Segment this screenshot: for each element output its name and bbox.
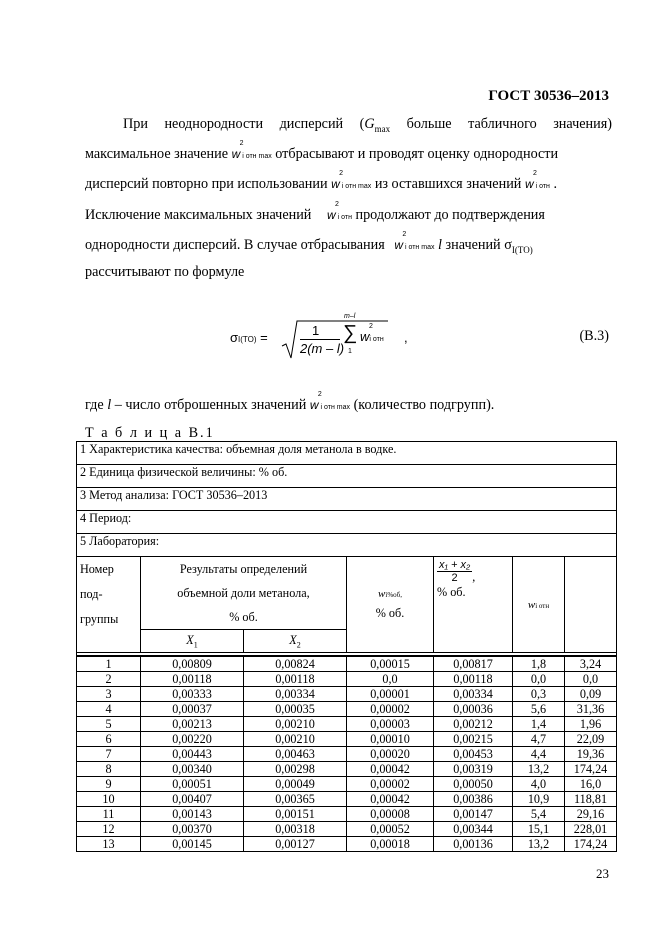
cell-w-rel-squared: 174,24 bbox=[565, 837, 617, 852]
text-fragment: отбрасывают и проводят оценку однородности bbox=[275, 146, 559, 162]
summation-term: w 2 i отн bbox=[360, 323, 384, 344]
cell-w-rel-squared: 19,36 bbox=[565, 747, 617, 762]
w-symbol: w 2 i отн max bbox=[394, 231, 435, 252]
cell-w-rel-squared: 0,09 bbox=[565, 687, 617, 702]
cell-w-rel-squared: 118,81 bbox=[565, 792, 617, 807]
text-fragment: значений σ bbox=[441, 237, 512, 253]
cell-subgroup: 1 bbox=[77, 656, 141, 672]
text-fragment: дисперсий повторно при использовании bbox=[85, 176, 332, 192]
text-line bbox=[85, 201, 612, 224]
table-row bbox=[77, 717, 617, 732]
cell-w-percent: 0,00002 bbox=[347, 702, 434, 717]
table-caption: Т а б л и ц а В.1 bbox=[85, 425, 215, 441]
cell-w-percent: 0,00008 bbox=[347, 807, 434, 822]
w-symbol: w 2 i отн max bbox=[231, 140, 272, 161]
cell-w-rel: 0,3 bbox=[513, 687, 565, 702]
cell-x1: 0,00220 bbox=[141, 732, 244, 747]
cell-x1: 0,00407 bbox=[141, 792, 244, 807]
cell-x2: 0,00298 bbox=[244, 762, 347, 777]
text-fragment: максимальное значение bbox=[85, 146, 232, 162]
cell-subgroup: 6 bbox=[77, 732, 141, 747]
cell-mean: 0,00212 bbox=[434, 717, 513, 732]
text-line bbox=[85, 170, 612, 193]
cell-w-rel-squared: 22,09 bbox=[565, 732, 617, 747]
cell-w-rel-squared: 228,01 bbox=[565, 822, 617, 837]
cell-mean: 0,00147 bbox=[434, 807, 513, 822]
cell-mean: 0,00386 bbox=[434, 792, 513, 807]
cell-x2: 0,00210 bbox=[244, 732, 347, 747]
cell-w-rel: 4,4 bbox=[513, 747, 565, 762]
table-row bbox=[77, 792, 617, 807]
symbol-g-subscript: max bbox=[374, 123, 391, 134]
page-number: 23 bbox=[596, 866, 609, 881]
header-w-rel: wi отн bbox=[513, 557, 565, 653]
cell-x2: 0,00127 bbox=[244, 837, 347, 852]
cell-w-percent: 0,00001 bbox=[347, 687, 434, 702]
text-fragment: При неоднородности дисперсий ( bbox=[123, 116, 365, 132]
header-mean: $\frac{\text{x₁ + x₂}}{2}$ , % об. bbox=[434, 557, 513, 653]
cell-mean: 0,00334 bbox=[434, 687, 513, 702]
fraction-bar bbox=[300, 339, 340, 340]
sum-lower-limit: 1 bbox=[348, 348, 352, 355]
fraction-numerator: 1 bbox=[312, 323, 320, 338]
cell-x2: 0,00824 bbox=[244, 656, 347, 672]
formula-b3 bbox=[230, 313, 410, 362]
cell-subgroup: 2 bbox=[77, 672, 141, 687]
formula-comma: , bbox=[404, 330, 408, 345]
cell-w-rel: 13,2 bbox=[513, 837, 565, 852]
cell-w-percent: 0,00042 bbox=[347, 792, 434, 807]
cell-w-rel-squared: 31,36 bbox=[565, 702, 617, 717]
cell-w-percent: 0,00018 bbox=[347, 837, 434, 852]
cell-mean: 0,00215 bbox=[434, 732, 513, 747]
text-fragment: продолжают до подтверждения bbox=[355, 207, 545, 223]
symbol-l: l bbox=[438, 237, 442, 253]
table-row bbox=[77, 807, 617, 822]
cell-x2: 0,00049 bbox=[244, 777, 347, 792]
cell-w-rel-squared: 29,16 bbox=[565, 807, 617, 822]
table-row bbox=[77, 672, 617, 687]
sigma-subscript: I(TO) bbox=[511, 244, 533, 255]
cell-subgroup: 3 bbox=[77, 687, 141, 702]
table-row bbox=[77, 656, 617, 672]
info-row: 3 Метод анализа: ГОСТ 30536–2013 bbox=[77, 488, 617, 511]
cell-w-percent: 0,00003 bbox=[347, 717, 434, 732]
cell-x2: 0,00035 bbox=[244, 702, 347, 717]
header-x1: $X_1$ bbox=[141, 630, 244, 653]
info-row: 2 Единица физической величины: % об. bbox=[77, 465, 617, 488]
cell-x1: 0,00333 bbox=[141, 687, 244, 702]
table-row bbox=[77, 702, 617, 717]
cell-x2: 0,00210 bbox=[244, 717, 347, 732]
w-symbol: w 2 i отн bbox=[524, 170, 550, 191]
cell-mean: 0,00050 bbox=[434, 777, 513, 792]
header-results: Результаты определений объемной доли метанола, % об. bbox=[141, 557, 347, 630]
cell-x2: 0,00151 bbox=[244, 807, 347, 822]
cell-x1: 0,00118 bbox=[141, 672, 244, 687]
cell-x1: 0,00051 bbox=[141, 777, 244, 792]
cell-w-rel: 1,4 bbox=[513, 717, 565, 732]
cell-mean: 0,00136 bbox=[434, 837, 513, 852]
text-fragment: из оставшихся значений bbox=[374, 176, 525, 192]
cell-w-rel-squared: 174,24 bbox=[565, 762, 617, 777]
data-table bbox=[76, 441, 617, 852]
table-row bbox=[77, 747, 617, 762]
cell-w-rel: 15,1 bbox=[513, 822, 565, 837]
header-subgroup-number: Номер под- группы bbox=[77, 557, 141, 653]
table-row bbox=[77, 732, 617, 747]
cell-x1: 0,00370 bbox=[141, 822, 244, 837]
header-w-percent: wi%об, % об. bbox=[347, 557, 434, 653]
text-fragment: больше табличного значения) bbox=[390, 116, 612, 132]
text-line: где l – число отброшенных значений w 2 i отн max (количество подгрупп). bbox=[85, 391, 495, 413]
cell-x1: 0,00145 bbox=[141, 837, 244, 852]
cell-w-percent: 0,00010 bbox=[347, 732, 434, 747]
cell-w-percent: 0,00020 bbox=[347, 747, 434, 762]
cell-x2: 0,00318 bbox=[244, 822, 347, 837]
cell-subgroup: 12 bbox=[77, 822, 141, 837]
text-fragment: Исключение максимальных значений bbox=[85, 207, 315, 223]
sum-upper-limit: m–l bbox=[344, 313, 356, 320]
table-row bbox=[77, 762, 617, 777]
text-line: рассчитывают по формуле bbox=[85, 264, 245, 280]
header-x2: $X_2$ bbox=[244, 630, 347, 653]
cell-subgroup: 10 bbox=[77, 792, 141, 807]
cell-mean: 0,00319 bbox=[434, 762, 513, 777]
cell-w-rel: 1,8 bbox=[513, 656, 565, 672]
cell-subgroup: 4 bbox=[77, 702, 141, 717]
cell-w-rel: 4,7 bbox=[513, 732, 565, 747]
cell-x1: 0,00340 bbox=[141, 762, 244, 777]
text-line bbox=[85, 116, 612, 134]
fraction-denominator: 2(m – l) bbox=[300, 341, 345, 356]
cell-mean: 0,00118 bbox=[434, 672, 513, 687]
cell-mean: 0,00344 bbox=[434, 822, 513, 837]
symbol-l: l bbox=[107, 397, 112, 413]
w-symbol: w 2 i отн bbox=[326, 201, 352, 222]
cell-subgroup: 7 bbox=[77, 747, 141, 762]
cell-x2: 0,00463 bbox=[244, 747, 347, 762]
cell-w-percent: 0,00002 bbox=[347, 777, 434, 792]
cell-w-rel-squared: 3,24 bbox=[565, 656, 617, 672]
cell-subgroup: 13 bbox=[77, 837, 141, 852]
header-empty bbox=[565, 557, 617, 653]
cell-w-rel-squared: 16,0 bbox=[565, 777, 617, 792]
text-line bbox=[85, 231, 612, 255]
table-row bbox=[77, 777, 617, 792]
cell-subgroup: 9 bbox=[77, 777, 141, 792]
formula-lhs: σI(TO) = bbox=[230, 330, 268, 345]
table-row bbox=[77, 822, 617, 837]
cell-x2: 0,00118 bbox=[244, 672, 347, 687]
cell-w-percent: 0,00052 bbox=[347, 822, 434, 837]
cell-w-percent: 0,00042 bbox=[347, 762, 434, 777]
cell-x1: 0,00213 bbox=[141, 717, 244, 732]
cell-subgroup: 8 bbox=[77, 762, 141, 777]
cell-w-rel-squared: 0,0 bbox=[565, 672, 617, 687]
cell-x1: 0,00037 bbox=[141, 702, 244, 717]
cell-x1: 0,00809 bbox=[141, 656, 244, 672]
cell-x2: 0,00365 bbox=[244, 792, 347, 807]
w-symbol: w 2 i отн max bbox=[309, 391, 351, 412]
info-row: 5 Лаборатория: bbox=[77, 534, 617, 557]
cell-w-percent: 0,00015 bbox=[347, 656, 434, 672]
document-header: ГОСТ 30536–2013 bbox=[488, 88, 609, 104]
cell-x1: 0,00443 bbox=[141, 747, 244, 762]
cell-w-rel: 13,2 bbox=[513, 762, 565, 777]
cell-subgroup: 11 bbox=[77, 807, 141, 822]
cell-mean: 0,00453 bbox=[434, 747, 513, 762]
cell-w-percent: 0,0 bbox=[347, 672, 434, 687]
info-row: 1 Характеристика качества: объемная доля метанола в водке. bbox=[77, 442, 617, 465]
symbol-g: G bbox=[364, 116, 375, 132]
info-row: 4 Период: bbox=[77, 511, 617, 534]
equation-number: (В.3) bbox=[579, 328, 609, 344]
w-symbol: w 2 i отн max bbox=[331, 170, 372, 191]
cell-x2: 0,00334 bbox=[244, 687, 347, 702]
text-fragment: однородности дисперсий. В случае отбрасывания bbox=[85, 237, 389, 253]
cell-w-rel: 5,6 bbox=[513, 702, 565, 717]
table-row bbox=[77, 687, 617, 702]
table-body bbox=[77, 656, 617, 852]
cell-w-rel-squared: 1,96 bbox=[565, 717, 617, 732]
text-line bbox=[85, 140, 612, 163]
table-row bbox=[77, 837, 617, 852]
cell-w-rel: 10,9 bbox=[513, 792, 565, 807]
cell-mean: 0,00817 bbox=[434, 656, 513, 672]
cell-w-rel: 4,0 bbox=[513, 777, 565, 792]
sum-sign: ∑ bbox=[343, 322, 358, 344]
cell-subgroup: 5 bbox=[77, 717, 141, 732]
cell-w-rel: 0,0 bbox=[513, 672, 565, 687]
cell-x1: 0,00143 bbox=[141, 807, 244, 822]
text-fragment: . bbox=[549, 176, 558, 192]
cell-w-rel: 5,4 bbox=[513, 807, 565, 822]
cell-mean: 0,00036 bbox=[434, 702, 513, 717]
